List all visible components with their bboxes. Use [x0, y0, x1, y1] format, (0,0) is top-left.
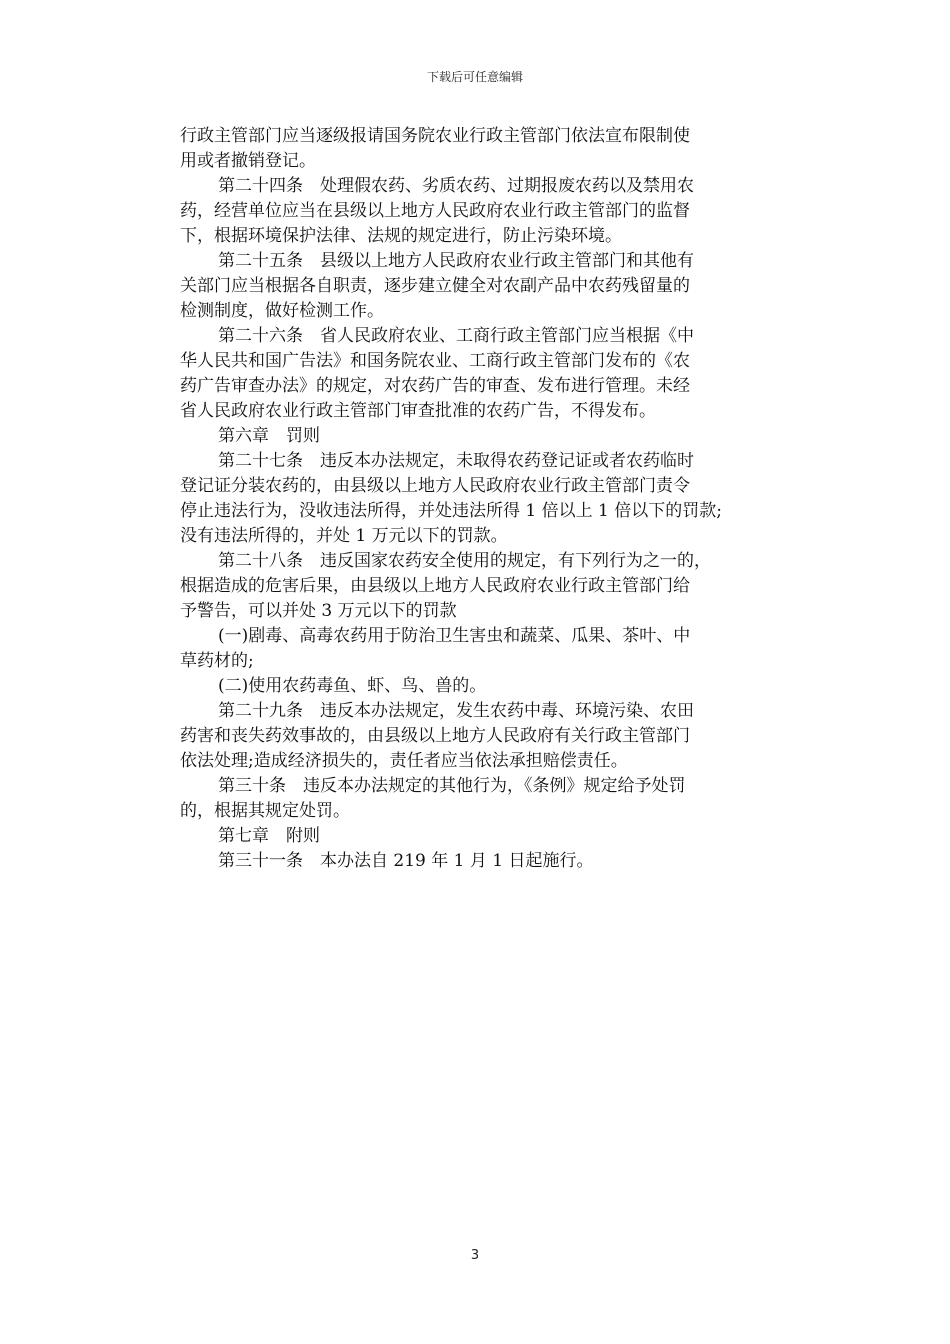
text-line: 药害和丧失药效事故的，由县级以上地方人民政府有关行政主管部门 — [180, 726, 690, 746]
text-line: (一)剧毒、高毒农药用于防治卫生害虫和蔬菜、瓜果、茶叶、中 — [218, 626, 691, 646]
page-header: 下载后可任意编辑 — [426, 70, 523, 84]
document-body — [180, 124, 762, 874]
text-line: 登记证分装农药的，由县级以上地方人民政府农业行政主管部门责令 — [180, 476, 690, 496]
text-line: 华人民共和国广告法》和国务院农业、工商行政主管部门发布的《农 — [180, 351, 690, 371]
text-line: (二)使用农药毒鱼、虾、鸟、兽的。 — [218, 676, 487, 696]
text-line: 第六章 罚则 — [218, 426, 320, 446]
text-line: 第三十条 违反本办法规定的其他行为，《条例》规定给予处罚 — [218, 776, 686, 796]
text-line: 第二十六条 省人民政府农业、工商行政主管部门应当根据《中 — [218, 326, 694, 346]
text-line: 根据造成的危害后果，由县级以上地方人民政府农业行政主管部门给 — [180, 576, 690, 596]
text-line: 第七章 附则 — [218, 826, 320, 846]
text-line: 第二十七条 违反本办法规定，未取得农药登记证或者农药临时 — [218, 451, 694, 471]
text-line: 关部门应当根据各自职责，逐步建立健全对农副产品中农药残留量的 — [180, 276, 690, 296]
text-line: 草药材的; — [180, 651, 254, 671]
text-line: 没有违法所得的，并处 1 万元以下的罚款。 — [180, 526, 508, 546]
text-line: 用或者撤销登记。 — [180, 151, 316, 171]
text-line: 第二十四条 处理假农药、劣质农药、过期报废农药以及禁用农 — [218, 176, 694, 196]
page-number: 3 — [470, 1248, 480, 1263]
text-line: 省人民政府农业行政主管部门审查批准的农药广告，不得发布。 — [180, 401, 656, 421]
text-line: 依法处理;造成经济损失的，责任者应当依法承担赔偿责任。 — [180, 751, 628, 771]
text-line: 予警告，可以并处 3 万元以下的罚款 — [180, 601, 457, 621]
text-line: 第二十九条 违反本办法规定，发生农药中毒、环境污染、农田 — [218, 701, 694, 721]
text-line: 停止违法行为，没收违法所得，并处违法所得 1 倍以上 1 倍以下的罚款; — [180, 501, 722, 521]
text-line: 检测制度，做好检测工作。 — [180, 301, 384, 321]
text-line: 行政主管部门应当逐级报请国务院农业行政主管部门依法宣布限制使 — [180, 126, 690, 146]
text-line: 药，经营单位应当在县级以上地方人民政府农业行政主管部门的监督 — [180, 201, 690, 221]
text-line: 的，根据其规定处罚。 — [180, 801, 350, 821]
text-line: 药广告审查办法》的规定，对农药广告的审查、发布进行管理。未经 — [180, 376, 690, 396]
text-line: 第二十八条 违反国家农药安全使用的规定，有下列行为之一的， — [218, 551, 711, 571]
text-line: 下，根据环境保护法律、法规的规定进行，防止污染环境。 — [180, 226, 622, 246]
text-line: 第二十五条 县级以上地方人民政府农业行政主管部门和其他有 — [218, 251, 694, 271]
text-line: 第三十一条 本办法自 219 年 1 月 1 日起施行。 — [218, 851, 594, 871]
